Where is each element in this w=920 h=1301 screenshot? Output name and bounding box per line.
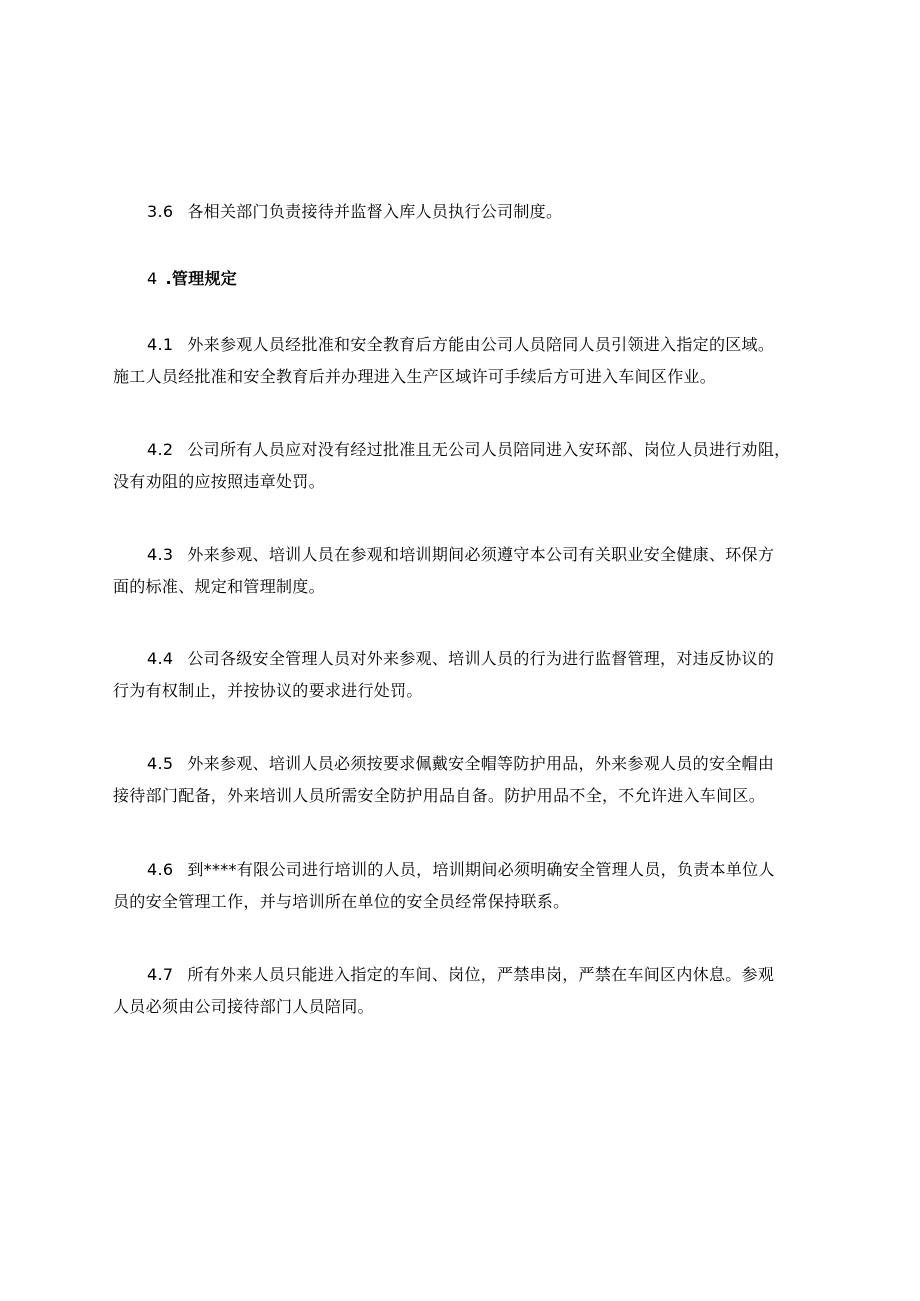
clause-text-line-1: 公司各级安全管理人员对外来参观、培训人员的行为进行监督管理，对违反协议的 bbox=[187, 649, 775, 668]
clause-number: 4.1 bbox=[147, 335, 174, 354]
clause-text-line-2: 没有劝阻的应按照违章处罚。 bbox=[113, 472, 325, 491]
clause-number: 3.6 bbox=[147, 202, 174, 221]
clause-text-line-1: 外来参观、培训人员必须按要求佩戴安全帽等防护用品，外来参观人员的安全帽由 bbox=[187, 754, 775, 773]
clause-text-line-1: 到****有限公司进行培训的人员，培训期间必须明确安全管理人员，负责本单位人 bbox=[187, 860, 775, 879]
clause-text-line-1: 所有外来人员只能进入指定的车间、岗位，严禁串岗，严禁在车间区内休息。参观 bbox=[187, 965, 775, 984]
clause-4-1 bbox=[113, 329, 813, 393]
clause-number: 4.4 bbox=[147, 649, 174, 668]
clause-text-line-2: 接待部门配备，外来培训人员所需安全防护用品自备。防护用品不全，不允许进入车间区。 bbox=[113, 786, 766, 805]
clause-text-line-1: 外来参观、培训人员在参观和培训期间必须遵守本公司有关职业安全健康、环保方 bbox=[187, 545, 775, 564]
clause-4-4 bbox=[113, 643, 813, 707]
clause-4-2 bbox=[113, 434, 813, 498]
clause-text-line-1: 外来参观人员经批准和安全教育后方能由公司人员陪同人员引领进入指定的区域。 bbox=[187, 335, 775, 354]
clause-4-5 bbox=[113, 748, 813, 812]
clause-number: 4.3 bbox=[147, 545, 174, 564]
clause-number: 4.2 bbox=[147, 440, 174, 459]
clause-text-line-2: 行为有权制止，并按协议的要求进行处罚。 bbox=[113, 681, 423, 700]
clause-4-7 bbox=[113, 959, 813, 1023]
clause-text: 各相关部门负责接待并监督入库人员执行公司制度。 bbox=[187, 202, 563, 221]
clause-number: 4.7 bbox=[147, 965, 174, 984]
clause-4-3 bbox=[113, 539, 813, 603]
clause-4-6 bbox=[113, 854, 813, 918]
section-title: .管理规定 bbox=[165, 269, 238, 288]
clause-text-line-2: 面的标准、规定和管理制度。 bbox=[113, 577, 325, 596]
clause-text-line-2: 员的安全管理工作，并与培训所在单位的安全员经常保持联系。 bbox=[113, 892, 570, 911]
clause-3-6 bbox=[113, 196, 813, 228]
clause-text-line-1: 公司所有人员应对没有经过批准且无公司人员陪同进入安环部、岗位人员进行劝阻， bbox=[187, 440, 791, 459]
section-number: 4 bbox=[147, 269, 158, 288]
clause-text-line-2: 施工人员经批准和安全教育后并办理进入生产区域许可手续后方可进入车间区作业。 bbox=[113, 367, 717, 386]
clause-number: 4.5 bbox=[147, 754, 174, 773]
clause-number: 4.6 bbox=[147, 860, 174, 879]
clause-text-line-2: 人员必须由公司接待部门人员陪同。 bbox=[113, 997, 374, 1016]
section-heading-4 bbox=[113, 263, 813, 295]
